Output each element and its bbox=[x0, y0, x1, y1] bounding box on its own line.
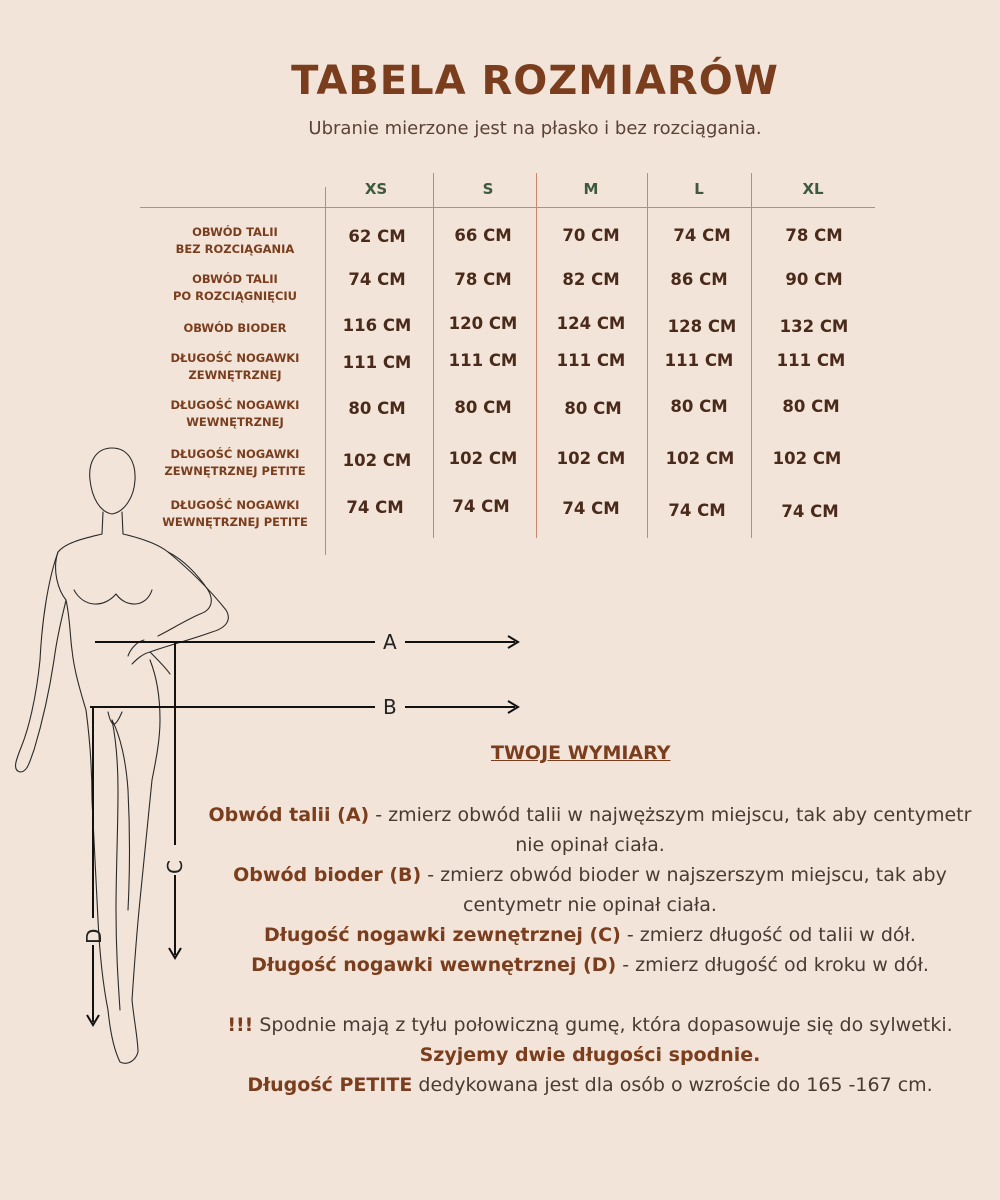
outer-leg-instruction: Długość nogawki zewnętrznej (C) - zmierz długość od talii w dół. bbox=[264, 924, 916, 946]
size-header-s: S bbox=[482, 180, 494, 198]
hips-instruction: Obwód bioder (B) - zmierz obwód bioder w najszerszym miejscu, tak aby centymetr nie opinał ciała. bbox=[233, 864, 947, 916]
table-header-rule bbox=[140, 207, 875, 208]
row-label: OBWÓD BIODER bbox=[183, 321, 287, 335]
table-cell: 111 CM bbox=[448, 351, 518, 370]
page-subtitle: Ubranie mierzone jest na płasko i bez rozciągania. bbox=[308, 118, 762, 139]
size-header-xs: XS bbox=[364, 180, 388, 198]
table-cell: 74 CM bbox=[781, 502, 839, 521]
table-cell: 74 CM bbox=[346, 498, 404, 517]
row-label: DŁUGOŚĆ NOGAWKI ZEWNĘTRZNEJ PETITE bbox=[164, 447, 306, 478]
table-cell: 78 CM bbox=[785, 226, 843, 245]
table-cell: 102 CM bbox=[772, 449, 842, 468]
measurements-heading: TWOJE WYMIARY bbox=[491, 742, 671, 764]
table-cell: 86 CM bbox=[670, 270, 728, 289]
table-cell: 120 CM bbox=[448, 314, 518, 333]
table-cell: 102 CM bbox=[556, 449, 626, 468]
table-cell: 102 CM bbox=[665, 449, 735, 468]
table-cell: 70 CM bbox=[562, 226, 620, 245]
petite-note: Długość PETITE dedykowana jest dla osób o wzroście do 165 -167 cm. bbox=[247, 1074, 933, 1096]
table-cell: 80 CM bbox=[670, 397, 728, 416]
table-cell: 74 CM bbox=[348, 270, 406, 289]
table-cell: 74 CM bbox=[668, 501, 726, 520]
measure-label-a: A bbox=[383, 630, 397, 654]
table-cell: 74 CM bbox=[562, 499, 620, 518]
table-cell: 111 CM bbox=[556, 351, 626, 370]
table-cell: 111 CM bbox=[342, 353, 412, 372]
elastic-note: !!! Spodnie mają z tyłu połowiczną gumę, która dopasowuje się do sylwetki. bbox=[227, 1014, 953, 1036]
page-title: TABELA ROZMIARÓW bbox=[291, 58, 779, 104]
row-label: DŁUGOŚĆ NOGAWKI ZEWNĘTRZNEJ bbox=[170, 351, 300, 382]
table-cell: 80 CM bbox=[454, 398, 512, 417]
table-cell: 80 CM bbox=[348, 399, 406, 418]
table-cell: 62 CM bbox=[348, 227, 406, 246]
table-cell: 132 CM bbox=[779, 317, 849, 336]
table-cell: 74 CM bbox=[452, 497, 510, 516]
table-cell: 102 CM bbox=[342, 451, 412, 470]
row-label: DŁUGOŚĆ NOGAWKI WEWNĘTRZNEJ PETITE bbox=[162, 498, 308, 529]
size-header-xl: XL bbox=[802, 180, 824, 198]
lengths-note: Szyjemy dwie długości spodnie. bbox=[419, 1044, 761, 1066]
table-cell: 78 CM bbox=[454, 270, 512, 289]
table-cell: 124 CM bbox=[556, 314, 626, 333]
table-cell: 74 CM bbox=[673, 226, 731, 245]
measure-label-c: C bbox=[163, 860, 187, 874]
table-cell: 111 CM bbox=[664, 351, 734, 370]
table-cell: 66 CM bbox=[454, 226, 512, 245]
measurement-instructions bbox=[195, 800, 985, 1100]
table-cell: 102 CM bbox=[448, 449, 518, 468]
table-cell: 82 CM bbox=[562, 270, 620, 289]
row-label: OBWÓD TALII BEZ ROZCIĄGANIA bbox=[175, 225, 295, 256]
table-cell: 116 CM bbox=[342, 316, 412, 335]
table-cell: 80 CM bbox=[782, 397, 840, 416]
table-cell: 90 CM bbox=[785, 270, 843, 289]
row-label: OBWÓD TALII PO ROZCIĄGNIĘCIU bbox=[172, 272, 298, 303]
waist-instruction: Obwód talii (A) - zmierz obwód talii w najwęższym miejscu, tak aby centymetr nie opinał ciała. bbox=[208, 804, 972, 856]
inner-leg-instruction: Długość nogawki wewnętrznej (D) - zmierz długość od kroku w dół. bbox=[251, 954, 929, 976]
table-cell: 80 CM bbox=[564, 399, 622, 418]
measure-label-b: B bbox=[383, 695, 397, 719]
row-label: DŁUGOŚĆ NOGAWKI WEWNĘTRZNEJ bbox=[170, 398, 300, 429]
measure-label-d: D bbox=[82, 928, 106, 944]
size-header-m: M bbox=[583, 180, 599, 198]
table-cell: 111 CM bbox=[776, 351, 846, 370]
table-cell: 128 CM bbox=[667, 317, 737, 336]
size-header-l: L bbox=[694, 180, 704, 198]
